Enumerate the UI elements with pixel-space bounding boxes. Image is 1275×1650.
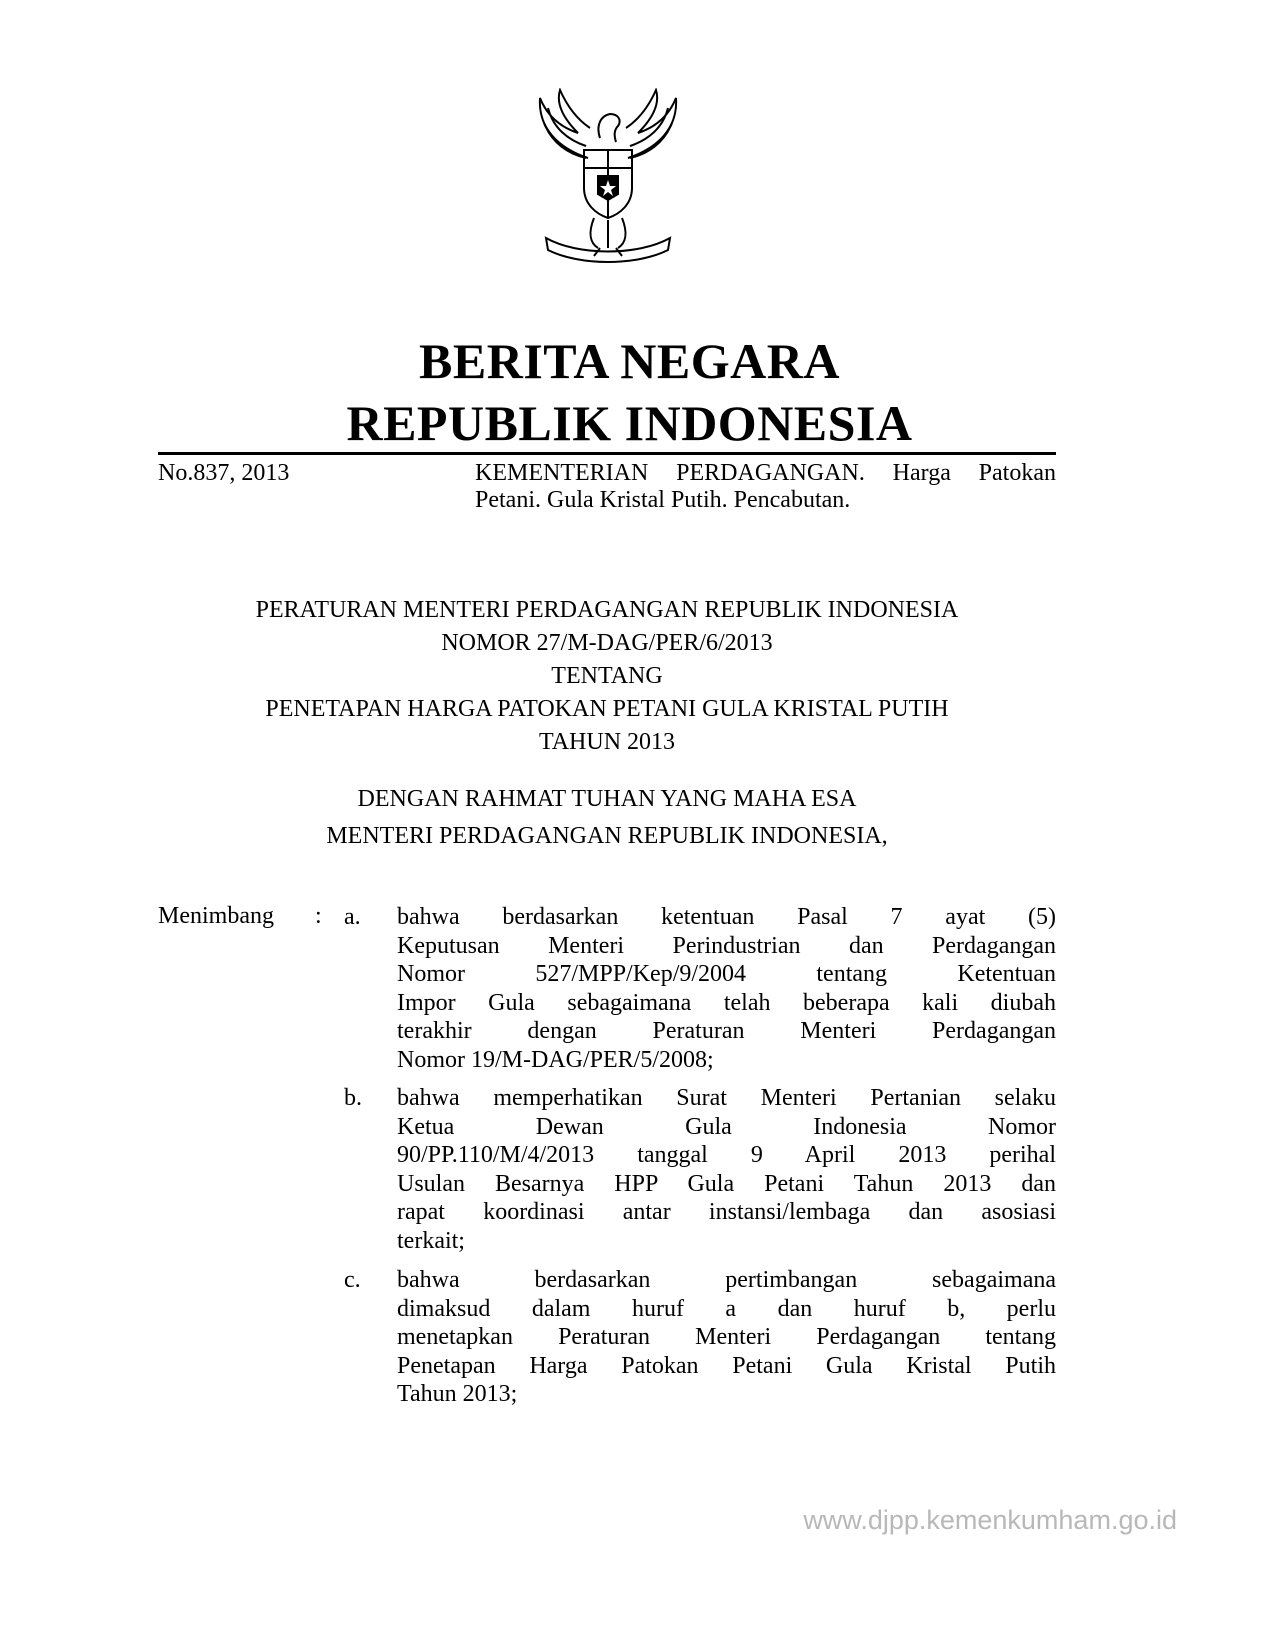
item-line: menetapkan Peraturan Menteri Perdagangan tentang [397, 1324, 1056, 1350]
gazette-subject [475, 460, 1056, 514]
subject-line: KEMENTERIAN PERDAGANGAN. Harga Patokan [475, 460, 1056, 486]
heading-line: PENETAPAN HARGA PATOKAN PETANI GULA KRISTAL PUTIH [265, 696, 949, 722]
item-line: dimaksud dalam huruf a dan huruf b, perlu [397, 1295, 1056, 1322]
gazette-title-line2: REPUBLIK INDONESIA [346, 395, 913, 451]
item-line: Nomor 527/MPP/Kep/9/2004 tentang Ketentuan [397, 961, 1056, 987]
opening-line: MENTERI PERDAGANGAN REPUBLIK INDONESIA, [326, 823, 888, 849]
heading-line: PERATURAN MENTERI PERDAGANGAN REPUBLIK INDONESIA [255, 597, 959, 623]
heading-line: TENTANG [551, 663, 663, 689]
item-text [397, 1084, 1056, 1255]
item-line: bahwa berdasarkan pertimbangan sebagaimana [397, 1267, 1056, 1293]
item-line: terkait; [397, 1227, 465, 1254]
item-line: terakhir dengan Peraturan Menteri Perdagangan [397, 1018, 1056, 1044]
item-line: Ketua Dewan Gula Indonesia Nomor [397, 1113, 1056, 1140]
item-line: Usulan Besarnya HPP Gula Petani Tahun 2013 dan [397, 1170, 1056, 1197]
subject-line: Petani. Gula Kristal Putih. Pencabutan. [475, 487, 851, 513]
gazette-number: No.837, 2013 [158, 460, 290, 486]
item-line: 90/PP.110/M/4/2013 tanggal 9 April 2013 perihal [397, 1142, 1056, 1168]
watermark-url: www.djpp.kemenkumham.go.id [803, 1505, 1177, 1535]
heading-line: TAHUN 2013 [538, 729, 676, 755]
item-line: Penetapan Harga Patokan Petani Gula Kristal Putih [397, 1352, 1056, 1379]
heading-line: NOMOR 27/M-DAG/PER/6/2013 [441, 630, 773, 656]
item-letter: c. [344, 1267, 361, 1293]
title-divider [158, 452, 1056, 455]
item-line: Tahun 2013; [397, 1381, 518, 1407]
opening-line: DENGAN RAHMAT TUHAN YANG MAHA ESA [357, 786, 857, 812]
considering-colon: : [315, 903, 322, 929]
considering-label: Menimbang [158, 903, 274, 929]
item-line: bahwa memperhatikan Surat Menteri Pertanian selaku [397, 1085, 1056, 1111]
item-text [397, 1266, 1056, 1409]
item-line: bahwa berdasarkan ketentuan Pasal 7 ayat (5) [397, 904, 1056, 930]
item-line: Keputusan Menteri Perindustrian dan Perdagangan [397, 932, 1056, 959]
item-line: rapat koordinasi antar instansi/lembaga dan asosiasi [397, 1199, 1056, 1225]
item-line: Nomor 19/M-DAG/PER/5/2008; [397, 1046, 714, 1073]
item-letter: b. [344, 1085, 362, 1111]
item-letter: a. [344, 904, 361, 930]
item-line: Impor Gula sebagaimana telah beberapa kali diubah [397, 989, 1056, 1016]
regulation-heading [158, 594, 1056, 759]
item-text [397, 903, 1056, 1074]
gazette-title-line1: BERITA NEGARA [419, 333, 840, 389]
opening-phrase [158, 781, 1056, 855]
garuda-emblem-icon [518, 88, 698, 273]
